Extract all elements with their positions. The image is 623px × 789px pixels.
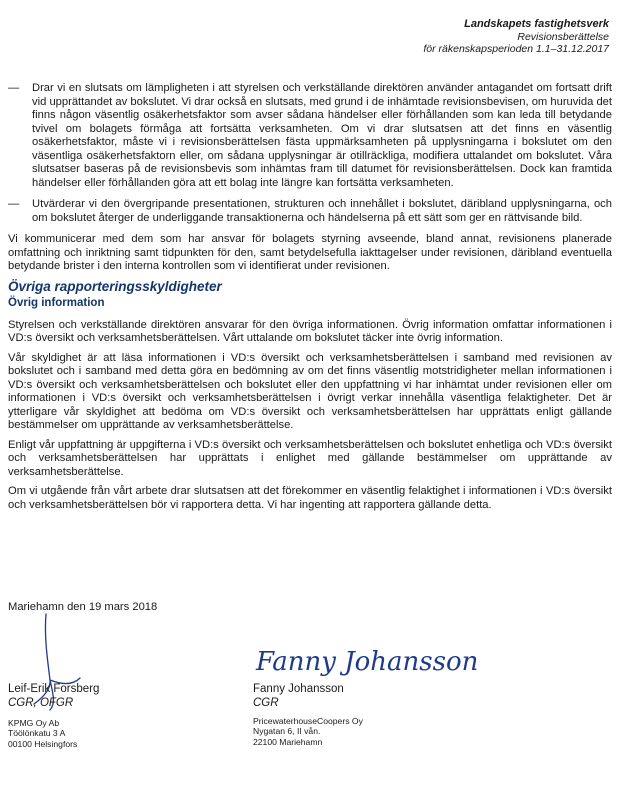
signatory-title: CGR bbox=[253, 696, 279, 709]
report-body bbox=[8, 82, 612, 518]
signatory-name: Leif-Erik Forsberg bbox=[8, 683, 100, 695]
signature-block-johansson bbox=[253, 683, 344, 710]
paragraph-reporting: Om vi utgående från vårt arbete drar slutsatsen att det förekommer en väsentlig felaktighet i informationen i VD:s översikt och verksamhetsberättelsen bör vi rapportera detta. Vi har ingenting att rapportera gällande detta. bbox=[8, 485, 612, 511]
subsection-heading: Övrig information bbox=[8, 297, 105, 309]
header-organization: Landskapets fastighetsverk bbox=[464, 18, 609, 30]
bullet-text: Drar vi en slutsats om lämpligheten i att styrelsen och verkställande direktören använder antagandet om fortsatt drift vid upprättandet av bokslutet. Vi drar också en slutsats, med grund i de inhämtade revisionsbevisen, om huruvida det finns någon väsentlig osäkerhetsfaktor som avser sådana händelser eller förhållanden som kan leda till betydande tvivel om bolagets förmåga att fortsätta verksamheten. Om vi drar slutsatsen att det finns en väsentlig osäkerhetsfaktor, måste vi i revisionsberättelsen fästa uppmärksamheten på upplysningarna i bokslutet om den väsentliga osäkerhetsfaktorn eller, om sådana upplysningar är otillräckliga, modifiera uttalandet om bokslutet. Våra slutsatser baseras på de revisionsbevis som inhämtas fram till datumet för revisionsberättelsen. Dock kan framtida händelser eller förhållanden göra att ett bolag inte längre kan fortsätta verksamheten. bbox=[32, 82, 612, 189]
bullet-going-concern bbox=[8, 82, 612, 190]
section-heading: Övriga rapporteringsskyldigheter bbox=[8, 278, 222, 294]
signature-block-forsberg bbox=[8, 683, 99, 710]
paragraph-governance: Vi kommunicerar med dem som har ansvar för bolagets styrning avseende, bland annat, revisionens planerade omfattning och inriktning samt tidpunkten för den, samt betydelsefulla iakttagelser under revisionen, däribland eventuella betydande brister i den interna kontrollen som vi identifierat under revisionen. bbox=[8, 233, 612, 272]
dash-bullet-icon: — bbox=[8, 82, 20, 94]
paragraph-obligation: Vår skyldighet är att läsa informationen i VD:s översikt och verksamhetsberättelsen i samband med revisionen av bokslutet och i samband med detta göra en bedömning av om det finns väsentlig motstridigheter mellan informationen i VD:s översikt och verksamhetsberättelsen och bokslutet eller den uppfattning vi har inhämtat under revisionen eller om informationen i VD:s översikt och verksamhetsberättelsen i övrigt verkar innehålla väsentliga felaktigheter. Det är ytterligare vår skyldighet att bedöma om VD:s översikt och verksamhetsberättelsen har upprättats enligt gällande bestämmelser om upprättande av verksamhetsberättelse. bbox=[8, 351, 612, 431]
firm-city: 22100 Mariehamn bbox=[253, 736, 323, 747]
firm-city: 00100 Helsingfors bbox=[8, 738, 78, 749]
firm-street: Töölönkatu 3 A bbox=[8, 728, 66, 739]
page-header bbox=[423, 18, 609, 56]
bullet-presentation bbox=[8, 198, 612, 225]
header-period: för räkenskapsperioden 1.1–31.12.2017 bbox=[423, 43, 609, 55]
bullet-text: Utvärderar vi den övergripande presentationen, strukturen och innehållet i bokslutet, däribland upplysningarna, och om bokslutet återger de underliggande transaktionerna och händelserna på ett sätt som ger en rättvisande bild. bbox=[32, 198, 612, 224]
firm-name: KPMG Oy Ab bbox=[8, 718, 60, 728]
signatory-name: Fanny Johansson bbox=[253, 683, 344, 695]
firm-address-pwc bbox=[253, 716, 363, 747]
firm-name: PricewaterhouseCoopers Oy bbox=[253, 716, 363, 726]
paragraph-responsibility: Styrelsen och verkställande direktören ansvarar för den övriga informationen. Övrig information omfattar informationen i VD:s översikt och verksamhetsberättelsen. Vårt uttalande om bokslutet täcker inte övrig information. bbox=[8, 318, 612, 344]
firm-address-kpmg bbox=[8, 718, 77, 749]
dash-bullet-icon: — bbox=[8, 198, 20, 210]
signatory-title: CGR, OFGR bbox=[8, 696, 74, 709]
header-document-type: Revisionsberättelse bbox=[517, 30, 609, 43]
firm-street: Nygatan 6, II vån. bbox=[253, 726, 321, 737]
paragraph-opinion: Enligt vår uppfattning är uppgifterna i VD:s översikt och verksamhetsberättelsen och bokslutet enhetliga och VD:s översikt och verksamhetsberättelsen har upprättats i enlighet med gällande bestämmelser om upprättande av verksamhetsberättelse. bbox=[8, 438, 612, 478]
signature-handwritten-text: Fanny Johansson bbox=[256, 647, 479, 677]
place-and-date: Mariehamn den 19 mars 2018 bbox=[8, 601, 158, 613]
